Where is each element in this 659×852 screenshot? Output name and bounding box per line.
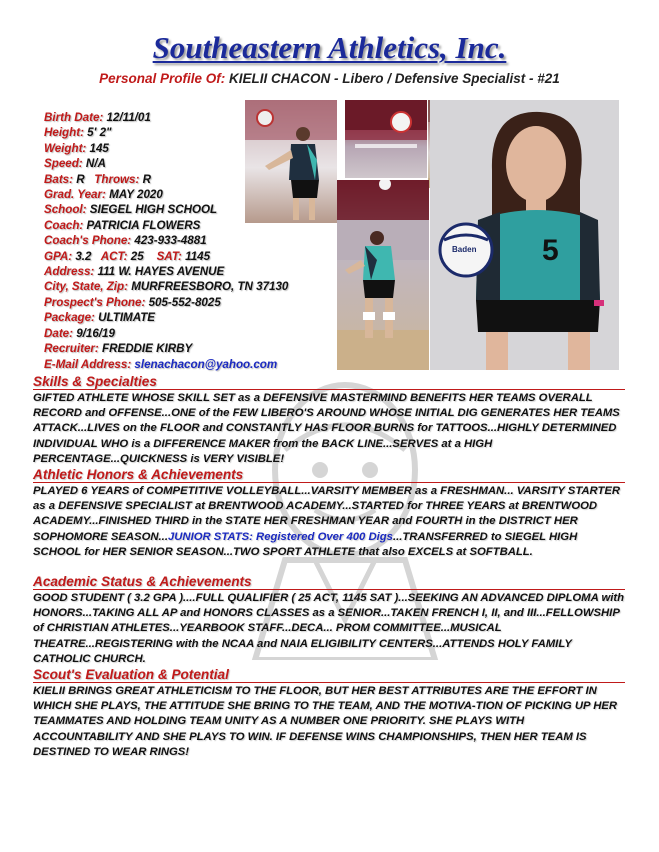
- bio-prospect-phone: Prospect's Phone: 505-552-8025: [44, 295, 221, 309]
- bio-birth-date: Birth Date: 12/11/01: [44, 111, 151, 124]
- email-link[interactable]: slenachacon@yahoo.com: [134, 357, 278, 371]
- portrait-photo: [430, 100, 619, 370]
- bio-recruiter: Recruiter: FREDDIE KIRBY: [44, 342, 193, 356]
- subtitle-label: Personal Profile Of:: [99, 71, 226, 86]
- bio-speed: Speed: N/A: [44, 157, 106, 171]
- skills-section: [33, 374, 625, 467]
- bio-scores: GPA: 3.2 ACT: 25 SAT: 1145: [44, 249, 211, 263]
- bio-city: City, State, Zip: MURFREESBORO, TN 37130: [44, 280, 289, 294]
- ball-brand: Baden: [452, 245, 477, 254]
- honors-section: [33, 467, 625, 560]
- bio-date: Date: 9/16/19: [44, 326, 115, 340]
- academic-heading: Academic Status & Achievements: [33, 574, 625, 590]
- page-title: Southeastern Athletics, Inc.: [152, 30, 507, 65]
- bio-email[interactable]: E-Mail Address: slenachacon@yahoo.com: [44, 357, 278, 371]
- bio-coach: Coach: PATRICIA FLOWERS: [44, 218, 201, 232]
- skills-heading: Skills & Specialties: [33, 374, 625, 390]
- bio-package: Package: ULTIMATE: [44, 311, 156, 325]
- bio-height: Height: 5' 2": [44, 126, 112, 140]
- bio-grad-year: Grad. Year: MAY 2020: [44, 188, 163, 202]
- skills-text: GIFTED ATHLETE WHOSE SKILL SET as a DEFENSIVE MASTERMIND BENEFITS HER TEAMS OVERALL RECORD and OFFENSE...ONE of the FEW LIBERO'S AROUND WHOSE INITIAL DIG GENERATES HER TEAMS ATTACK...LIVES on the FLOOR and CONSTANTLY HAS FLOOR BURNS for TATTOOS...HIGHLY DETERMINED INDIVIDUAL WHO is a DIFFERENCE MAKER from the BACK LINE...SERVES at a HIGH PERCENTAGE...QUICKNESS is VERY VISIBLE!: [33, 392, 620, 465]
- scout-heading: Scout's Evaluation & Potential: [33, 667, 625, 683]
- honors-text: PLAYED 6 YEARS of COMPETITIVE VOLLEYBALL...VARSITY MEMBER as a FRESHMAN... VARSITY STARTER as a DEFENSIVE SPECIALIST at BRENTWOOD ACADEMY...STARTED for THREE YEARS at BRENTWOOD ACADEMY...FINISHED THIRD in the STATE HER FRESHMAN YEAR and FOURTH in the DISTRICT HER SOPHOMORE SEASON...JUNIOR STATS: Registered Over 400 Digs...TRANSFERRED to SIEGEL HIGH SCHOOL for HER SENIOR SEASON...TWO SPORT ATHLETE that also EXCELS at SOFTBALL.: [33, 485, 621, 558]
- scout-text: KIELII BRINGS GREAT ATHLETICISM TO THE FLOOR, BUT HER BEST ATTRIBUTES ARE THE EFFORT IN WHICH SHE PLAYS, THE ATTITUDE SHE BRING TO THE TEAM, AND THE MOTIVA-TION OF PICKING UP HER TEAMMATES AND HOLDING TEAM UNITY AS A NUMBER ONE PRIORITY. SHE PLAYS WITH ACCOUNTABILITY AND SHE PLAYS TO WIN. IF DEFENSE WINS CHAMPIONSHIPS, THEN HER TEAM IS DESTINED TO WEAR RINGS!: [33, 685, 618, 758]
- honors-heading: Athletic Honors & Achievements: [33, 467, 625, 483]
- action-photo-dig: [245, 100, 337, 223]
- bio-coach-phone: Coach's Phone: 423-933-4881: [44, 234, 207, 248]
- bio-weight: Weight: 145: [44, 141, 109, 155]
- jersey-number: 5: [542, 234, 559, 267]
- junior-stats: JUNIOR STATS: Registered Over 400 Digs: [167, 530, 393, 543]
- profile-subtitle: [0, 71, 659, 86]
- action-photo-receive: [337, 180, 429, 370]
- academic-section: [33, 574, 625, 667]
- bio-bats-throws: Bats: R Throws: R: [44, 172, 151, 186]
- academic-text: GOOD STUDENT ( 3.2 GPA )....FULL QUALIFIER ( 25 ACT, 1145 SAT )...SEEKING AN ADVANCED DIPLOMA with HONORS...TAKING ALL AP and HONORS CLASSES as a SENIOR...TAKEN FRENCH I, II, and III...FELLOWSHIP of CHRISTIAN ATHLETES...YEARBOOK STAFF...DECA... PROM COMMITTEE...MUSICAL THEATRE...REGISTERING with the NCAA and NAIA ELIGIBILITY CENTERS...ATTENDS HOLY FAMILY CATHOLIC CHURCH.: [33, 592, 625, 665]
- athlete-name: KIELII CHACON - Libero / Defensive Specialist - #21: [228, 71, 560, 86]
- scout-section: [33, 667, 625, 760]
- bio-address: Address: 111 W. HAYES AVENUE: [44, 265, 225, 279]
- gym-photo: [345, 100, 427, 178]
- bio-school: School: SIEGEL HIGH SCHOOL: [44, 203, 218, 217]
